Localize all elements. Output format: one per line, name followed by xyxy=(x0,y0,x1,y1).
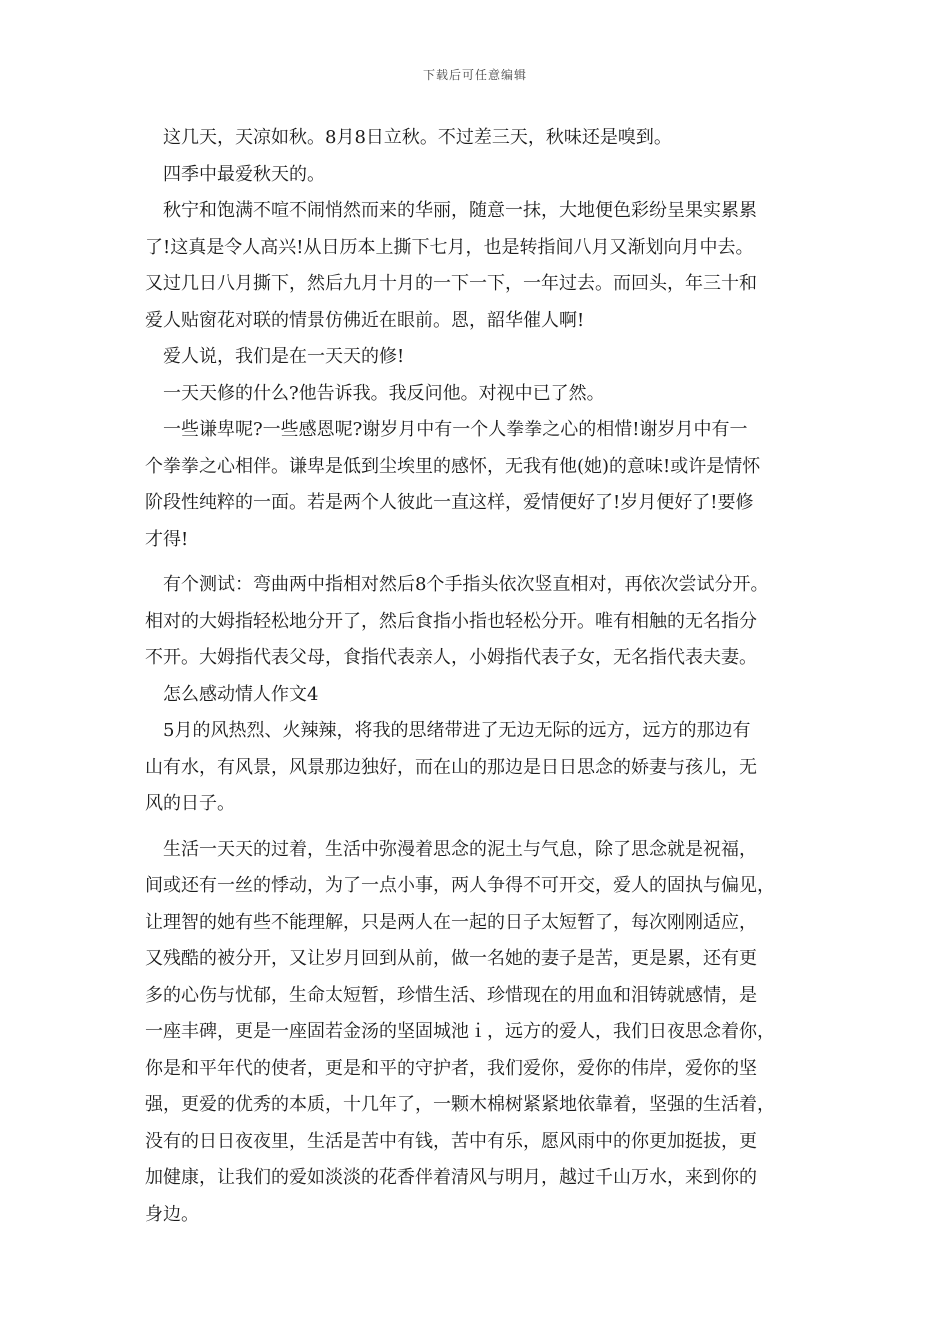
text-line: 加健康，让我们的爱如淡淡的花香伴着清风与明月，越过千山万水，来到你的 xyxy=(145,1167,757,1188)
text-line: 强，更爱的优秀的本质，十几年了，一颗木棉树紧紧地依靠着，坚强的生活着， xyxy=(145,1094,775,1115)
text-line: 又过几日八月撕下，然后九月十月的一下一下，一年过去。而回头，年三十和 xyxy=(145,273,757,294)
text-line: 身边。 xyxy=(145,1203,199,1225)
text-line: 了!这真是令人高兴!从日历本上撕下七月，也是转指间八月又渐划向月中去。 xyxy=(145,236,754,258)
text-line: 相对的大姆指轻松地分开了，然后食指小指也轻松分开。唯有相触的无名指分 xyxy=(145,610,757,632)
paragraph-gap xyxy=(145,558,825,567)
text-line: 怎么感动情人作文4 xyxy=(145,683,319,705)
text-line: 有个测试：弯曲两中指相对然后8个手指头依次竖直相对，再依次尝试分开。 xyxy=(145,574,769,595)
text-line: 多的心伤与忧郁，生命太短暂，珍惜生活、珍惜现在的用血和泪铸就感情，是 xyxy=(145,984,757,1006)
paragraph xyxy=(145,713,825,823)
text-line: 让理智的她有些不能理解，只是两人在一起的日子太短暂了，每次刚刚适应， xyxy=(145,911,757,933)
text-line: 你是和平年代的使者，更是和平的守护者，我们爱你，爱你的伟岸，爱你的坚 xyxy=(145,1057,757,1079)
text-line: 这几天，天凉如秋。8月8日立秋。不过差三天，秋味还是嗅到。 xyxy=(145,127,672,148)
paragraph xyxy=(145,376,825,413)
text-line: 爱人贴窗花对联的情景仿佛近在眼前。恩，韶华催人啊! xyxy=(145,309,585,331)
text-line: 才得! xyxy=(145,528,189,550)
page-header: 下载后可任意编辑 xyxy=(422,68,527,82)
paragraph xyxy=(145,412,825,558)
paragraph xyxy=(145,157,825,194)
text-line: 个拳拳之心相伴。谦卑是低到尘埃里的感怀，无我有他(她)的意味!或许是情怀 xyxy=(145,455,761,477)
paragraph xyxy=(145,832,825,1234)
text-line: 风的日子。 xyxy=(145,793,235,814)
text-line: 阶段性纯粹的一面。若是两个人彼此一直这样，爱情便好了!岁月便好了!要修 xyxy=(145,492,754,513)
document-body xyxy=(145,120,825,1233)
paragraph xyxy=(145,120,825,157)
text-line: 5月的风热烈、火辣辣，将我的思绪带进了无边无际的远方，远方的那边有 xyxy=(145,720,751,741)
text-line: 间或还有一丝的悸动，为了一点小事，两人争得不可开交，爱人的固执与偏见， xyxy=(145,875,775,896)
text-line: 又残酷的被分开，又让岁月回到从前，做一名她的妻子是苦，更是累，还有更 xyxy=(145,948,757,969)
text-line: 一些谦卑呢?一些感恩呢?谢岁月中有一个人拳拳之心的相惜!谢岁月中有一 xyxy=(145,419,748,440)
text-line: 秋宁和饱满不喧不闹悄然而来的华丽，随意一抹，大地便色彩纷呈果实累累 xyxy=(145,200,757,221)
text-line: 一天天修的什么?他告诉我。我反问他。对视中已了然。 xyxy=(145,382,605,404)
text-line: 一座丰碑，更是一座固若金汤的坚固城池ｉ，远方的爱人，我们日夜思念着你， xyxy=(145,1021,775,1042)
text-line: 爱人说，我们是在一天天的修! xyxy=(145,346,405,367)
text-line: 不开。大姆指代表父母，食指代表亲人，小姆指代表子女，无名指代表夫妻。 xyxy=(145,647,757,668)
text-line: 四季中最爱秋天的。 xyxy=(145,163,325,185)
paragraph-gap xyxy=(145,823,825,832)
text-line: 生活一天天的过着，生活中弥漫着思念的泥土与气息，除了思念就是祝福， xyxy=(145,838,757,860)
section-heading xyxy=(145,677,825,714)
paragraph xyxy=(145,567,825,677)
paragraph xyxy=(145,339,825,376)
paragraph xyxy=(145,193,825,339)
text-line: 山有水，有风景，风景那边独好，而在山的那边是日日思念的娇妻与孩儿，无 xyxy=(145,756,757,778)
text-line: 没有的日日夜夜里，生活是苦中有钱，苦中有乐，愿风雨中的你更加挺拔，更 xyxy=(145,1130,757,1152)
